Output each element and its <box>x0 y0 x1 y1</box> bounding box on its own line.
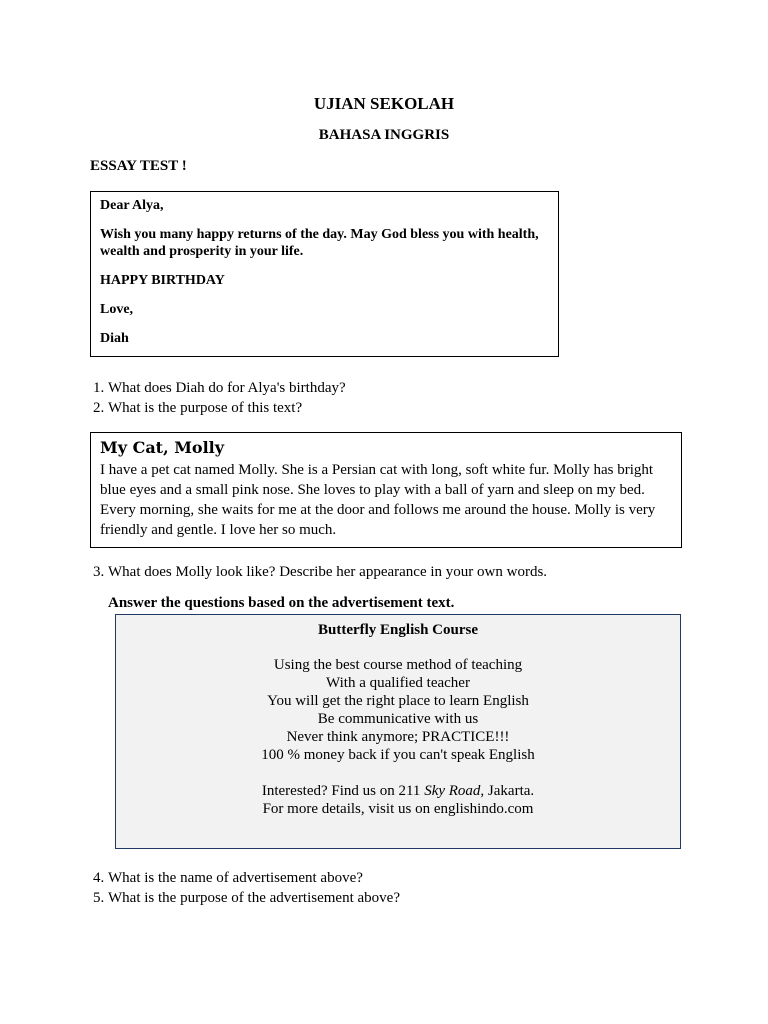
letter-greeting: Dear Alya, <box>100 198 164 213</box>
advertisement-details: For more details, visit us on englishindo.com <box>262 801 534 817</box>
advertisement-contact <box>116 782 680 800</box>
question-item: 5. What is the purpose of the advertisement above? <box>108 888 400 908</box>
contact-road: Sky Road <box>424 783 481 799</box>
essay-heading: ESSAY TEST ! <box>90 158 187 174</box>
advertisement-line: You will get the right place to learn English <box>267 693 529 709</box>
advertisement-title: Butterfly English Course <box>317 622 478 638</box>
advertisement-line: Using the best course method of teaching <box>273 657 523 673</box>
question-item: 4. What is the name of advertisement above? <box>108 868 400 888</box>
advertisement-line: 100 % money back if you can't speak English <box>261 747 535 763</box>
advertisement-line: With a qualified teacher <box>326 675 470 691</box>
question-item: 2. What is the purpose of this text? <box>108 398 346 418</box>
advertisement-instruction: Answer the questions based on the advertisement text. <box>108 595 455 611</box>
exam-title: UJIAN SEKOLAH <box>313 94 455 113</box>
contact-suffix: , Jakarta. <box>480 783 535 799</box>
letter-signature: Diah <box>100 331 129 346</box>
letter-closing: Love, <box>100 302 134 317</box>
story-title: My Cat, Molly <box>100 438 225 457</box>
exam-subject: BAHASA INGGRIS <box>318 127 450 143</box>
birthday-letter-box <box>90 191 559 357</box>
advertisement-spacer <box>116 764 680 782</box>
story-text: I have a pet cat named Molly. She is a Persian cat with long, soft white fur. Molly has bright blue eyes and a small pink nose. She loves to play with a ball of yarn and sleep on my bed. Every morning, she waits for me at the door and follows me around the house. Molly is very friendly and gentle. I love her so much. <box>100 462 656 538</box>
letter-body: Wish you many happy returns of the day. May God bless you with health, wealth and prosperity in your life. <box>100 227 539 259</box>
question-list-3 <box>80 868 400 908</box>
letter-wish: HAPPY BIRTHDAY <box>100 273 225 288</box>
advertisement-line: Be communicative with us <box>317 711 479 727</box>
question-item: 1. What does Diah do for Alya's birthday? <box>108 378 346 398</box>
question-list-2 <box>80 562 547 582</box>
contact-prefix: Interested? Find us on 211 <box>261 783 425 799</box>
advertisement-line: Never think anymore; PRACTICE!!! <box>286 729 510 745</box>
advertisement-box <box>115 614 681 849</box>
question-list-1 <box>80 378 346 418</box>
cat-story-box <box>90 432 682 548</box>
question-item: 3. What does Molly look like? Describe her appearance in your own words. <box>108 562 547 582</box>
